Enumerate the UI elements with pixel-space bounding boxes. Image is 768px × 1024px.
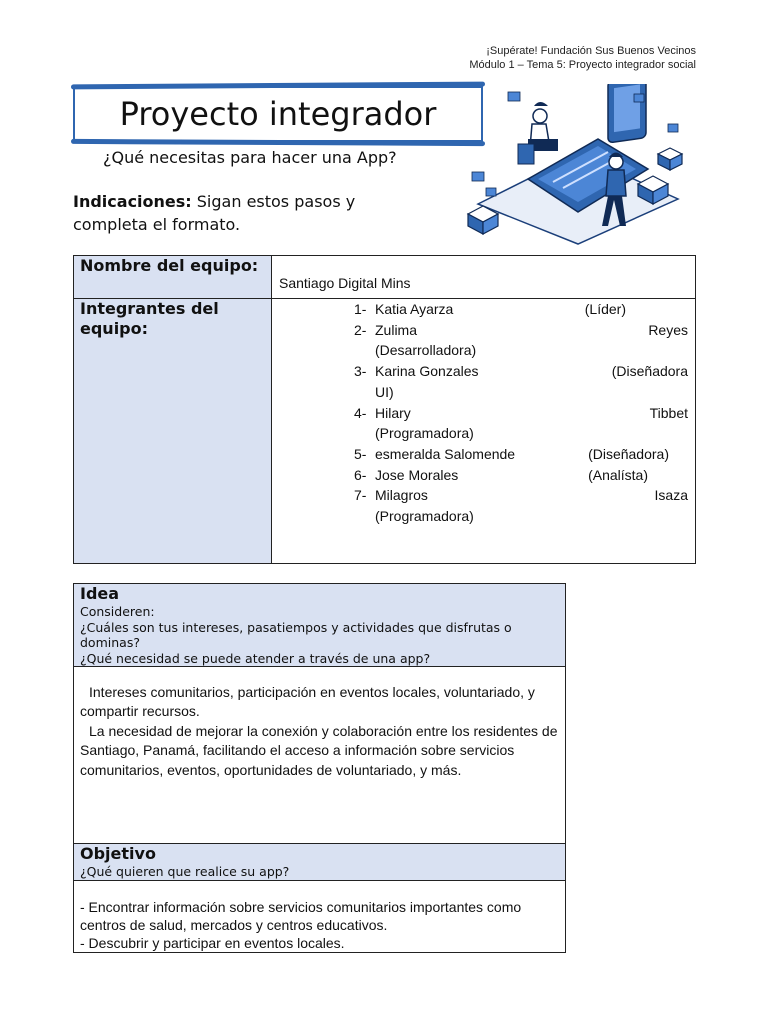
idea-prompt-2: ¿Cuáles son tus intereses, pasatiempos y actividades que disfrutas o dominas? <box>80 619 512 650</box>
app-development-illustration <box>458 84 698 246</box>
members-list <box>279 299 688 527</box>
idea-answer-1: Intereses comunitarios, participación en eventos locales, voluntariado, y compartir recursos. <box>80 684 535 720</box>
indications-text: Sigan estos pasos y completa el formato. <box>73 192 356 234</box>
member-5: 5- esmeralda Salomende (Diseñadora) <box>354 445 669 462</box>
objective-answer-row <box>74 880 566 952</box>
objective-answer-1: - Encontrar información sobre servicios comunitarios importantes como centros de salud, mercados y centros educativos. <box>80 898 522 933</box>
idea-objective-table <box>73 583 566 953</box>
idea-answer-2: La necesidad de mejorar la conexión y colaboración entre los residentes de Santiago, Panamá, facilitando el acceso a información sobre servicios comunitarios, eventos, oportunidades de voluntariado, y más. <box>80 722 558 778</box>
objective-answer-2: - Descubrir y participar en eventos locales. <box>80 934 345 951</box>
objective-header-row <box>74 844 566 881</box>
indications <box>73 190 413 236</box>
team-name-row <box>74 256 696 299</box>
team-members-row <box>74 299 696 564</box>
page-subtitle: ¿Qué necesitas para hacer una App? <box>103 148 397 167</box>
objective-header <box>74 844 566 881</box>
objective-heading: Objetivo <box>80 844 156 863</box>
idea-prompt-3: ¿Qué necesidad se puede atender a través de una app? <box>80 650 431 666</box>
idea-header <box>74 584 566 667</box>
team-table <box>73 255 696 564</box>
header-organization: ¡Supérate! Fundación Sus Buenos Vecinos <box>486 45 696 57</box>
idea-answer-row <box>74 667 566 844</box>
idea-heading: Idea <box>80 584 120 603</box>
team-members-cell <box>272 299 696 564</box>
header-module: Módulo 1 – Tema 5: Proyecto integrador social <box>469 59 696 71</box>
member-2: 2- Zulima Reyes (Desarrolladora) <box>354 321 688 359</box>
title-brush-top <box>71 82 485 90</box>
objective-prompt: ¿Qué quieren que realice su app? <box>80 864 290 879</box>
member-6: 6- Jose Morales (Analísta) <box>354 466 648 483</box>
member-3: 3- Karina Gonzales (Diseñadora UI) <box>354 363 688 400</box>
idea-header-row <box>74 584 566 667</box>
indications-label: Indicaciones: <box>73 192 192 211</box>
title-brush-bottom <box>71 139 485 146</box>
idea-prompt-1: Consideren: <box>80 604 155 619</box>
title-box <box>73 86 483 142</box>
member-1: 1- Katia Ayarza (Líder) <box>354 301 626 317</box>
document-header <box>469 44 696 72</box>
idea-answer <box>74 667 566 844</box>
objective-answer <box>74 880 566 952</box>
team-name-value: Santiago Digital Mins <box>272 256 696 299</box>
member-7: 7- Milagros Isaza (Programadora) <box>354 487 688 525</box>
page-title: Proyecto integrador <box>119 95 437 133</box>
member-4: 4- Hilary Tibbet (Programadora) <box>354 404 688 442</box>
team-members-label: Integrantes del equipo: <box>74 299 272 564</box>
team-name-label: Nombre del equipo: <box>74 256 272 299</box>
